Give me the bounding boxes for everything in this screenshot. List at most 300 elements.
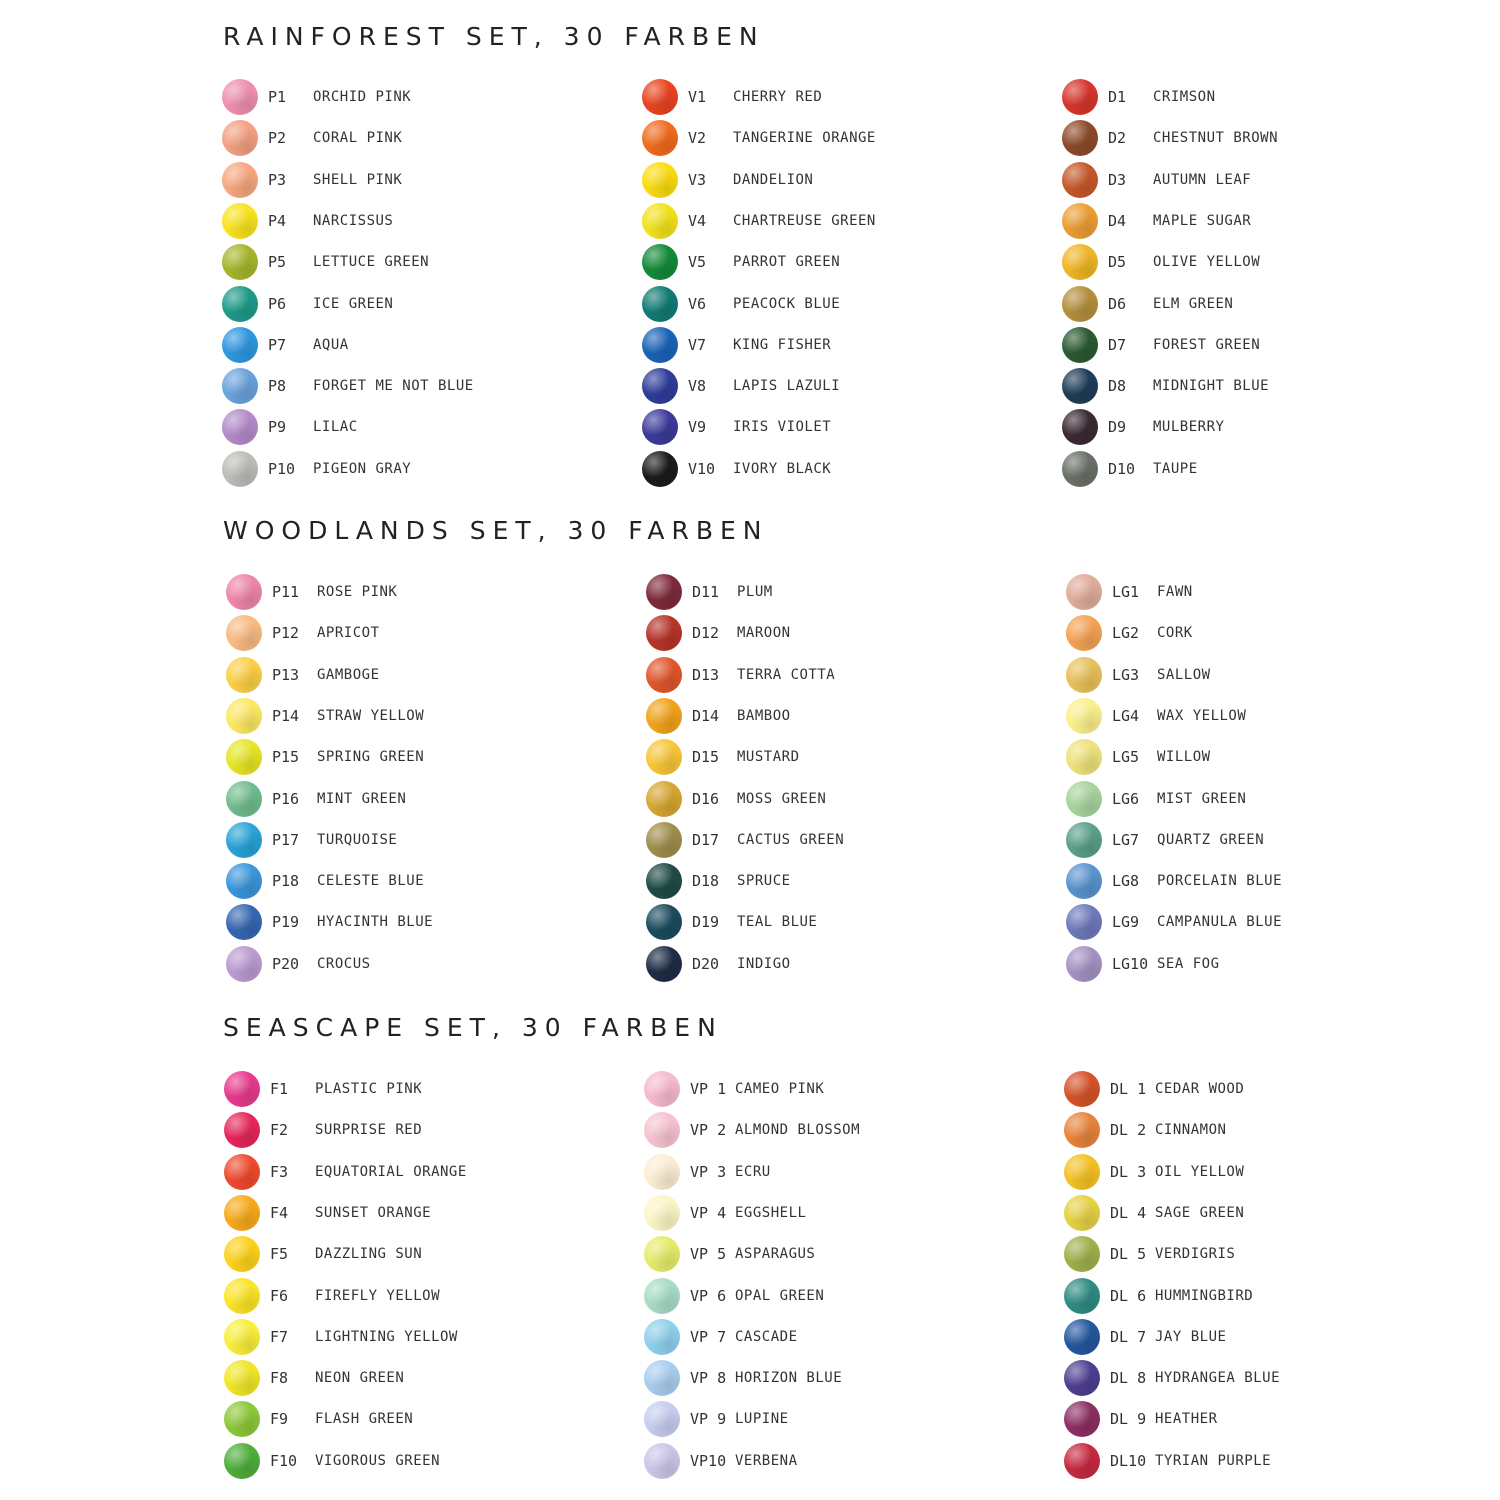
color-dot-icon <box>224 1319 260 1355</box>
color-code: V10 <box>688 460 716 478</box>
color-dot-icon <box>1062 244 1098 280</box>
color-swatch-item <box>642 326 1042 364</box>
color-name: SHELL PINK <box>313 172 403 188</box>
color-name: BAMBOO <box>737 708 791 724</box>
set-title-rainforest: RAINFOREST SET, 30 FARBEN <box>223 22 765 51</box>
color-swatch-item <box>1062 161 1462 199</box>
color-swatch-item <box>222 326 622 364</box>
color-swatch-item <box>1066 614 1466 652</box>
color-code: F4 <box>270 1204 289 1222</box>
color-name: WAX YELLOW <box>1157 708 1247 724</box>
color-code: LG9 <box>1112 913 1140 931</box>
color-dot-icon <box>646 739 682 775</box>
color-swatch-item <box>222 367 622 405</box>
color-dot-icon <box>1066 863 1102 899</box>
color-swatch-item <box>1064 1235 1464 1273</box>
color-dot-icon <box>642 203 678 239</box>
color-code: D3 <box>1108 171 1127 189</box>
color-code: D12 <box>692 624 720 642</box>
color-name: IVORY BLACK <box>733 461 832 477</box>
color-name: FLASH GREEN <box>315 1411 414 1427</box>
color-code: V4 <box>688 212 707 230</box>
color-code: P7 <box>268 336 287 354</box>
color-swatch-item <box>644 1359 1044 1397</box>
color-code: LG1 <box>1112 583 1140 601</box>
color-dot-icon <box>222 451 258 487</box>
color-name: PLUM <box>737 584 773 600</box>
color-code: D14 <box>692 707 720 725</box>
color-dot-icon <box>644 1071 680 1107</box>
color-name: GAMBOGE <box>317 667 380 683</box>
color-name: ORCHID PINK <box>313 89 412 105</box>
color-name: CORAL PINK <box>313 130 403 146</box>
color-swatch-item <box>646 903 1046 941</box>
color-dot-icon <box>1062 368 1098 404</box>
color-dot-icon <box>224 1278 260 1314</box>
color-name: HYDRANGEA BLUE <box>1155 1370 1281 1386</box>
color-dot-icon <box>1064 1195 1100 1231</box>
color-swatch-item <box>226 738 626 776</box>
color-name: CORK <box>1157 625 1193 641</box>
color-code: LG10 <box>1112 955 1149 973</box>
color-dot-icon <box>224 1443 260 1479</box>
color-dot-icon <box>1062 162 1098 198</box>
color-name: CELESTE BLUE <box>317 873 425 889</box>
color-name: MAROON <box>737 625 791 641</box>
color-swatch-item <box>1064 1070 1464 1108</box>
color-dot-icon <box>644 1278 680 1314</box>
color-swatch-item <box>226 573 626 611</box>
color-code: DL 4 <box>1110 1204 1147 1222</box>
color-dot-icon <box>642 409 678 445</box>
swatch-column <box>226 573 626 985</box>
color-swatch-item <box>222 161 622 199</box>
color-dot-icon <box>646 615 682 651</box>
color-swatch-item <box>1062 367 1462 405</box>
color-swatch-item <box>1062 285 1462 323</box>
color-code: D2 <box>1108 129 1127 147</box>
color-dot-icon <box>226 698 262 734</box>
color-name: CRIMSON <box>1153 89 1216 105</box>
color-code: LG5 <box>1112 748 1140 766</box>
color-code: P8 <box>268 377 287 395</box>
color-swatch-item <box>1062 408 1462 446</box>
color-swatch-item <box>1064 1111 1464 1149</box>
color-code: DL 2 <box>1110 1121 1147 1139</box>
color-name: LETTUCE GREEN <box>313 254 430 270</box>
color-swatch-item <box>224 1318 624 1356</box>
color-dot-icon <box>224 1236 260 1272</box>
color-name: ELM GREEN <box>1153 296 1234 312</box>
color-dot-icon <box>1064 1401 1100 1437</box>
color-name: WILLOW <box>1157 749 1211 765</box>
color-swatch-item <box>224 1070 624 1108</box>
color-swatch-item <box>226 614 626 652</box>
color-dot-icon <box>1064 1154 1100 1190</box>
color-code: DL 9 <box>1110 1410 1147 1428</box>
color-code: VP10 <box>690 1452 727 1470</box>
color-code: P13 <box>272 666 300 684</box>
color-code: LG6 <box>1112 790 1140 808</box>
color-code: P15 <box>272 748 300 766</box>
color-dot-icon <box>1064 1443 1100 1479</box>
color-dot-icon <box>646 946 682 982</box>
color-code: V8 <box>688 377 707 395</box>
color-dot-icon <box>222 162 258 198</box>
color-code: D9 <box>1108 418 1127 436</box>
swatch-column <box>642 78 1042 490</box>
color-name: SPRING GREEN <box>317 749 425 765</box>
color-dot-icon <box>224 1360 260 1396</box>
color-name: EQUATORIAL ORANGE <box>315 1164 467 1180</box>
color-dot-icon <box>226 574 262 610</box>
color-name: OPAL GREEN <box>735 1288 825 1304</box>
color-dot-icon <box>644 1112 680 1148</box>
color-dot-icon <box>226 904 262 940</box>
color-dot-icon <box>644 1319 680 1355</box>
color-name: OIL YELLOW <box>1155 1164 1245 1180</box>
color-swatch-item <box>226 903 626 941</box>
color-swatch-item <box>1062 78 1462 116</box>
set-title-woodlands: WOODLANDS SET, 30 FARBEN <box>223 516 769 545</box>
color-dot-icon <box>646 822 682 858</box>
color-dot-icon <box>644 1401 680 1437</box>
color-dot-icon <box>222 203 258 239</box>
color-code: LG3 <box>1112 666 1140 684</box>
color-name: ICE GREEN <box>313 296 394 312</box>
color-code: F9 <box>270 1410 289 1428</box>
color-swatch-item <box>224 1194 624 1232</box>
color-dot-icon <box>1062 286 1098 322</box>
color-swatch-item <box>1062 119 1462 157</box>
swatch-column <box>644 1070 1044 1482</box>
color-swatch-item <box>222 119 622 157</box>
color-code: LG4 <box>1112 707 1140 725</box>
color-code: P14 <box>272 707 300 725</box>
color-swatch-item <box>646 862 1046 900</box>
color-swatch-item <box>642 285 1042 323</box>
color-name: QUARTZ GREEN <box>1157 832 1265 848</box>
color-dot-icon <box>1062 409 1098 445</box>
color-code: DL 3 <box>1110 1163 1147 1181</box>
color-name: TEAL BLUE <box>737 914 818 930</box>
color-name: IRIS VIOLET <box>733 419 832 435</box>
color-name: PEACOCK BLUE <box>733 296 841 312</box>
color-code: D6 <box>1108 295 1127 313</box>
color-code: VP 6 <box>690 1287 727 1305</box>
color-dot-icon <box>1066 698 1102 734</box>
color-dot-icon <box>1062 79 1098 115</box>
color-code: P6 <box>268 295 287 313</box>
color-dot-icon <box>646 781 682 817</box>
color-dot-icon <box>1066 946 1102 982</box>
color-code: P17 <box>272 831 300 849</box>
color-swatch-item <box>1066 862 1466 900</box>
color-swatch-item <box>642 78 1042 116</box>
color-name: ALMOND BLOSSOM <box>735 1122 861 1138</box>
color-name: HUMMINGBIRD <box>1155 1288 1254 1304</box>
color-name: MAPLE SUGAR <box>1153 213 1252 229</box>
color-code: DL 7 <box>1110 1328 1147 1346</box>
color-name: LAPIS LAZULI <box>733 378 841 394</box>
color-name: CEDAR WOOD <box>1155 1081 1245 1097</box>
color-swatch-item <box>644 1400 1044 1438</box>
color-name: FAWN <box>1157 584 1193 600</box>
color-name: MOSS GREEN <box>737 791 827 807</box>
color-dot-icon <box>646 698 682 734</box>
color-name: CASCADE <box>735 1329 798 1345</box>
color-swatch-item <box>226 697 626 735</box>
color-name: MINT GREEN <box>317 791 407 807</box>
color-dot-icon <box>1062 120 1098 156</box>
color-dot-icon <box>1064 1319 1100 1355</box>
color-dot-icon <box>1064 1112 1100 1148</box>
color-swatch-item <box>226 780 626 818</box>
color-name: AQUA <box>313 337 349 353</box>
color-code: F1 <box>270 1080 289 1098</box>
color-dot-icon <box>644 1236 680 1272</box>
color-swatch-item <box>1062 243 1462 281</box>
color-name: SURPRISE RED <box>315 1122 423 1138</box>
color-name: OLIVE YELLOW <box>1153 254 1261 270</box>
color-code: P16 <box>272 790 300 808</box>
color-dot-icon <box>1062 327 1098 363</box>
color-code: F6 <box>270 1287 289 1305</box>
color-name: FIREFLY YELLOW <box>315 1288 441 1304</box>
color-dot-icon <box>642 327 678 363</box>
color-dot-icon <box>646 904 682 940</box>
color-dot-icon <box>642 451 678 487</box>
color-code: D18 <box>692 872 720 890</box>
color-name: MUSTARD <box>737 749 800 765</box>
color-swatch-item <box>642 202 1042 240</box>
color-swatch-item <box>222 202 622 240</box>
color-code: DL10 <box>1110 1452 1147 1470</box>
color-dot-icon <box>642 368 678 404</box>
color-swatch-item <box>224 1153 624 1191</box>
color-dot-icon <box>1066 574 1102 610</box>
color-name: ASPARAGUS <box>735 1246 816 1262</box>
color-name: CAMPANULA BLUE <box>1157 914 1283 930</box>
color-dot-icon <box>222 286 258 322</box>
color-name: CHESTNUT BROWN <box>1153 130 1279 146</box>
color-code: LG8 <box>1112 872 1140 890</box>
color-code: VP 7 <box>690 1328 727 1346</box>
color-dot-icon <box>642 286 678 322</box>
color-dot-icon <box>644 1195 680 1231</box>
color-swatch-item <box>222 243 622 281</box>
color-swatch-item <box>1066 903 1466 941</box>
color-swatch-item <box>224 1359 624 1397</box>
color-code: D17 <box>692 831 720 849</box>
color-code: VP 3 <box>690 1163 727 1181</box>
color-swatch-item <box>222 285 622 323</box>
color-name: LUPINE <box>735 1411 789 1427</box>
color-code: D5 <box>1108 253 1127 271</box>
color-name: VERDIGRIS <box>1155 1246 1236 1262</box>
color-dot-icon <box>644 1154 680 1190</box>
color-name: TYRIAN PURPLE <box>1155 1453 1272 1469</box>
color-swatch-item <box>1064 1318 1464 1356</box>
color-name: MULBERRY <box>1153 419 1225 435</box>
color-name: MIST GREEN <box>1157 791 1247 807</box>
color-name: CAMEO PINK <box>735 1081 825 1097</box>
color-dot-icon <box>224 1195 260 1231</box>
color-swatch-item <box>644 1070 1044 1108</box>
color-code: V2 <box>688 129 707 147</box>
color-dot-icon <box>646 863 682 899</box>
color-swatch-item <box>222 450 622 488</box>
swatch-column <box>646 573 1046 985</box>
color-code: LG7 <box>1112 831 1140 849</box>
color-code: P3 <box>268 171 287 189</box>
color-swatch-item <box>646 738 1046 776</box>
color-swatch-item <box>224 1111 624 1149</box>
color-dot-icon <box>1064 1360 1100 1396</box>
swatch-column <box>1062 78 1462 490</box>
color-name: LILAC <box>313 419 358 435</box>
color-dot-icon <box>222 120 258 156</box>
color-swatch-item <box>644 1194 1044 1232</box>
color-code: D20 <box>692 955 720 973</box>
color-dot-icon <box>642 244 678 280</box>
color-name: CHERRY RED <box>733 89 823 105</box>
color-dot-icon <box>224 1401 260 1437</box>
color-name: APRICOT <box>317 625 380 641</box>
color-code: D15 <box>692 748 720 766</box>
color-swatch-item <box>642 161 1042 199</box>
color-dot-icon <box>224 1071 260 1107</box>
color-name: PARROT GREEN <box>733 254 841 270</box>
color-code: P18 <box>272 872 300 890</box>
color-code: F2 <box>270 1121 289 1139</box>
color-code: VP 9 <box>690 1410 727 1428</box>
color-swatch-item <box>646 821 1046 859</box>
color-code: P5 <box>268 253 287 271</box>
color-dot-icon <box>1062 451 1098 487</box>
color-dot-icon <box>226 946 262 982</box>
color-name: ROSE PINK <box>317 584 398 600</box>
color-code: D7 <box>1108 336 1127 354</box>
color-code: P12 <box>272 624 300 642</box>
color-name: VIGOROUS GREEN <box>315 1453 441 1469</box>
swatch-column <box>224 1070 624 1482</box>
color-dot-icon <box>644 1360 680 1396</box>
color-dot-icon <box>1066 822 1102 858</box>
color-code: D13 <box>692 666 720 684</box>
color-swatch-item <box>226 821 626 859</box>
color-name: JAY BLUE <box>1155 1329 1227 1345</box>
color-swatch-item <box>1066 656 1466 694</box>
color-dot-icon <box>226 657 262 693</box>
color-dot-icon <box>642 120 678 156</box>
color-dot-icon <box>646 657 682 693</box>
color-code: D1 <box>1108 88 1127 106</box>
color-code: V7 <box>688 336 707 354</box>
color-name: SPRUCE <box>737 873 791 889</box>
color-dot-icon <box>224 1154 260 1190</box>
color-name: SUNSET ORANGE <box>315 1205 432 1221</box>
color-swatch-item <box>644 1235 1044 1273</box>
color-dot-icon <box>226 781 262 817</box>
color-swatch-item <box>1066 780 1466 818</box>
color-dot-icon <box>222 409 258 445</box>
color-swatch-item <box>646 780 1046 818</box>
color-swatch-item <box>224 1277 624 1315</box>
color-code: V6 <box>688 295 707 313</box>
color-code: P2 <box>268 129 287 147</box>
color-swatch-item <box>1062 202 1462 240</box>
color-code: VP 4 <box>690 1204 727 1222</box>
color-swatch-item <box>642 408 1042 446</box>
color-swatch-item <box>1062 326 1462 364</box>
color-name: TAUPE <box>1153 461 1198 477</box>
color-code: P11 <box>272 583 300 601</box>
color-swatch-item <box>226 945 626 983</box>
color-swatch-item <box>224 1400 624 1438</box>
color-name: TANGERINE ORANGE <box>733 130 876 146</box>
color-name: LIGHTNING YELLOW <box>315 1329 458 1345</box>
color-code: V1 <box>688 88 707 106</box>
swatch-grid-woodlands <box>226 573 1326 985</box>
color-dot-icon <box>222 327 258 363</box>
color-code: LG2 <box>1112 624 1140 642</box>
color-dot-icon <box>1066 781 1102 817</box>
color-swatch-item <box>1066 945 1466 983</box>
color-swatch-item <box>224 1235 624 1273</box>
color-name: CROCUS <box>317 956 371 972</box>
color-dot-icon <box>646 574 682 610</box>
color-code: P10 <box>268 460 296 478</box>
set-title-seascape: SEASCAPE SET, 30 FARBEN <box>223 1013 723 1042</box>
color-swatch-item <box>1064 1400 1464 1438</box>
color-swatch-item <box>1064 1277 1464 1315</box>
color-swatch-item <box>646 573 1046 611</box>
color-name: FOREST GREEN <box>1153 337 1261 353</box>
color-name: HORIZON BLUE <box>735 1370 843 1386</box>
color-name: SAGE GREEN <box>1155 1205 1245 1221</box>
color-code: F8 <box>270 1369 289 1387</box>
color-code: VP 2 <box>690 1121 727 1139</box>
color-code: DL 6 <box>1110 1287 1147 1305</box>
color-dot-icon <box>222 368 258 404</box>
color-name: AUTUMN LEAF <box>1153 172 1252 188</box>
color-code: DL 5 <box>1110 1245 1147 1263</box>
color-code: D19 <box>692 913 720 931</box>
color-code: F5 <box>270 1245 289 1263</box>
color-swatch-item <box>1064 1194 1464 1232</box>
color-code: P20 <box>272 955 300 973</box>
color-name: TERRA COTTA <box>737 667 836 683</box>
color-swatch-item <box>646 656 1046 694</box>
color-swatch-item <box>222 408 622 446</box>
color-swatch-item <box>644 1318 1044 1356</box>
color-code: P19 <box>272 913 300 931</box>
color-code: F3 <box>270 1163 289 1181</box>
color-swatch-item <box>646 614 1046 652</box>
color-swatch-item <box>642 243 1042 281</box>
color-name: MIDNIGHT BLUE <box>1153 378 1270 394</box>
color-code: VP 1 <box>690 1080 727 1098</box>
color-dot-icon <box>1062 203 1098 239</box>
color-swatch-item <box>644 1277 1044 1315</box>
color-swatch-item <box>1066 738 1466 776</box>
color-code: VP 8 <box>690 1369 727 1387</box>
color-code: P9 <box>268 418 287 436</box>
color-swatch-item <box>1066 821 1466 859</box>
color-swatch-item <box>1066 697 1466 735</box>
swatch-grid-seascape <box>224 1070 1324 1482</box>
